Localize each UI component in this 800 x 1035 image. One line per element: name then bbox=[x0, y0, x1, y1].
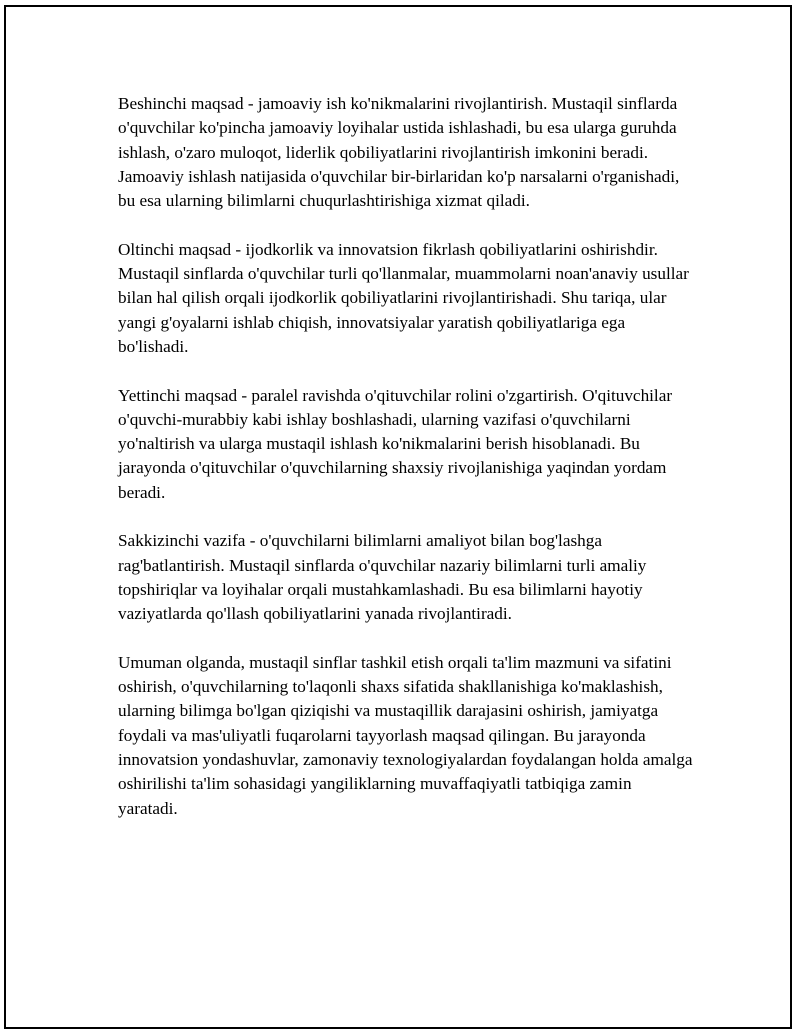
paragraph-conclusion: Umuman olganda, mustaqil sinflar tashkil etish orqali ta'lim mazmuni va sifatini oshirish, o'quvchilarning to'laqonli shaxs sifatida shakllanishiga ko'maklashish, ularning bilimga bo'lgan qiziqishi va mustaqillik darajasini oshirish, jamiyatga foydali va mas'uliyatli fuqarolarni tayyorlash maqsad qilingan. Bu jarayonda innovatsion yondashuvlar, zamonaviy texnologiyalardan foydalangan holda amalga oshirilishi ta'lim sohasidagi yangiliklarning muvaffaqiyatli tatbiqiga zamin yaratadi. bbox=[118, 652, 693, 818]
paragraph-fifth-goal: Beshinchi maqsad - jamoaviy ish ko'nikmalarini rivojlantirish. Mustaqil sinflarda o'quvchilar ko'pincha jamoaviy loyihalar ustida ishlashadi, bu esa ularga guruhda ishlash, o'zaro muloqot, liderlik qobiliyatlarini rivojlantirish imkonini beradi. Jamoaviy ishlash natijasida o'quvchilar bir-birlaridan ko'p narsalarni o'rganishadi, bu esa ularning bilimlarni chuqurlashtirishiga xizmat qiladi. bbox=[118, 94, 680, 211]
paragraph-sixth-goal: Oltinchi maqsad - ijodkorlik va innovatsion fikrlash qobiliyatlarini oshirishdir. Mustaqil sinflarda o'quvchilar turli qo'llanmalar, muammolarni noan'anaviy usullar bilan hal qilish orqali ijodkorlik qobiliyatlarini rivojlantirishadi. Shu tariqa, ular yangi g'oyalarni ishlab chiqish, innovatsiyalar yaratish qobiliyatlariga ega bo'lishadi. bbox=[118, 239, 689, 356]
document-body bbox=[118, 92, 693, 845]
paragraph-seventh-goal: Yettinchi maqsad - paralel ravishda o'qituvchilar rolini o'zgartirish. O'qituvchilar o'quvchi-murabbiy kabi ishlay boshlashadi, ularning vazifasi o'quvchilarni yo'naltirish va ularga mustaqil ishlash ko'nikmalarini berish hisoblanadi. Bu jarayonda o'qituvchilar o'quvchilarning shaxsiy rivojlanishiga yaqindan yordam beradi. bbox=[118, 385, 673, 502]
paragraph-eighth-task: Sakkizinchi vazifa - o'quvchilarni bilimlarni amaliyot bilan bog'lashga rag'batlantirish. Mustaqil sinflarda o'quvchilar nazariy bilimlarni turli amaliy topshiriqlar va loyihalar orqali mustahkamlashadi. Bu esa bilimlarni hayotiy vaziyatlarda qo'llash qobiliyatlarini yanada rivojlantiradi. bbox=[118, 531, 647, 624]
